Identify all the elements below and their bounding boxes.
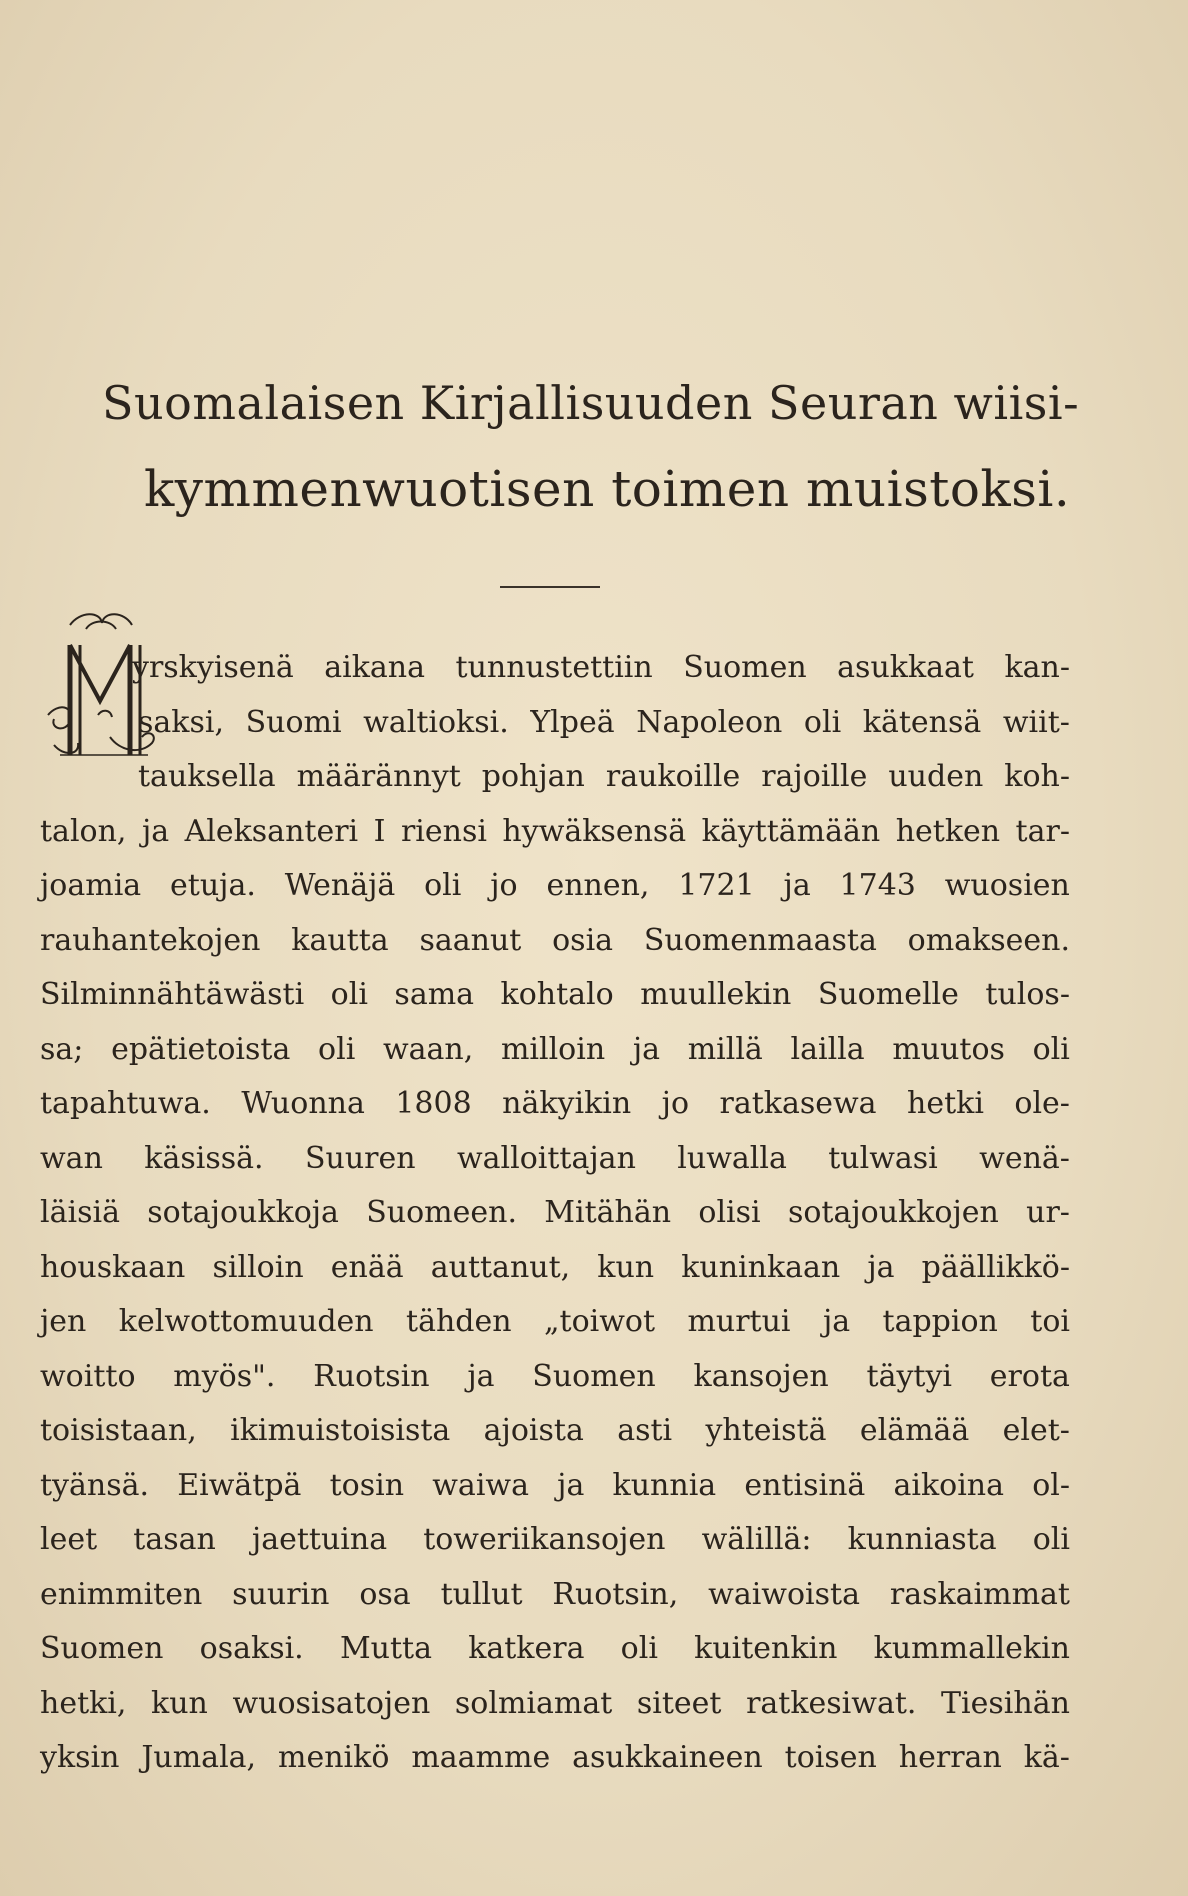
body-line: talon, ja Aleksanteri I riensi hywäksensä käyttämään hetken tar- [40,813,1070,849]
body-line: tyänsä. Eiwätpä tosin waiwa ja kunnia entisinä aikoina ol- [40,1467,1070,1503]
body-line: joamia etuja. Wenäjä oli jo ennen, 1721 ja 1743 wuosien [40,868,1070,903]
body-line: leet tasan jaettuina toweriikansojen wälillä: kunniasta oli [40,1522,1070,1557]
body-line: saksi, Suomi waltioksi. Ylpeä Napoleon oli kätensä wiit- [138,704,1070,740]
title-divider [500,586,600,588]
title-line-2: kymmenwuotisen toimen muistoksi. [144,460,1071,518]
decorative-initial-m [40,605,168,773]
body-line: läisiä sotajoukkoja Suomeen. Mitähän olisi sotajoukkojen ur- [40,1195,1070,1230]
body-line: enimmiten suurin osa tullut Ruotsin, waiwoista raskaimmat [40,1576,1070,1612]
body-line: woitto myös". Ruotsin ja Suomen kansojen täytyi erota [40,1358,1070,1394]
body-line: Suomen osaksi. Mutta katkera oli kuitenkin kummallekin [40,1631,1070,1666]
body-line: sa; epätietoista oli waan, milloin ja millä lailla muutos oli [40,1031,1070,1067]
body-line: yrskyisenä aikana tunnustettiin Suomen asukkaat kan- [132,650,1070,685]
body-line: tauksella määrännyt pohjan raukoille rajoille uuden koh- [138,759,1070,794]
body-line: jen kelwottomuuden tähden „toiwot murtui ja tappion toi [40,1304,1070,1339]
body-line: tapahtuwa. Wuonna 1808 näkyikin jo ratkasewa hetki ole- [40,1086,1070,1121]
body-line: rauhantekojen kautta saanut osia Suomenmaasta omakseen. [40,922,1070,958]
body-line: toisistaan, ikimuistoisista ajoista asti yhteistä elämää elet- [40,1413,1070,1448]
body-line: houskaan silloin enää auttanut, kun kuninkaan ja päällikkö- [40,1249,1070,1285]
body-line: yksin Jumala, menikö maamme asukkaineen toisen herran kä- [40,1740,1070,1775]
title-line-1: Suomalaisen Kirjallisuuden Seuran wiisi- [102,376,1080,430]
body-line: Silminnähtäwästi oli sama kohtalo muullekin Suomelle tulos- [40,977,1070,1012]
body-line: hetki, kun wuosisatojen solmiamat siteet ratkesiwat. Tiesihän [40,1685,1070,1721]
body-line: wan käsissä. Suuren walloittajan luwalla tulwasi wenä- [40,1140,1070,1176]
